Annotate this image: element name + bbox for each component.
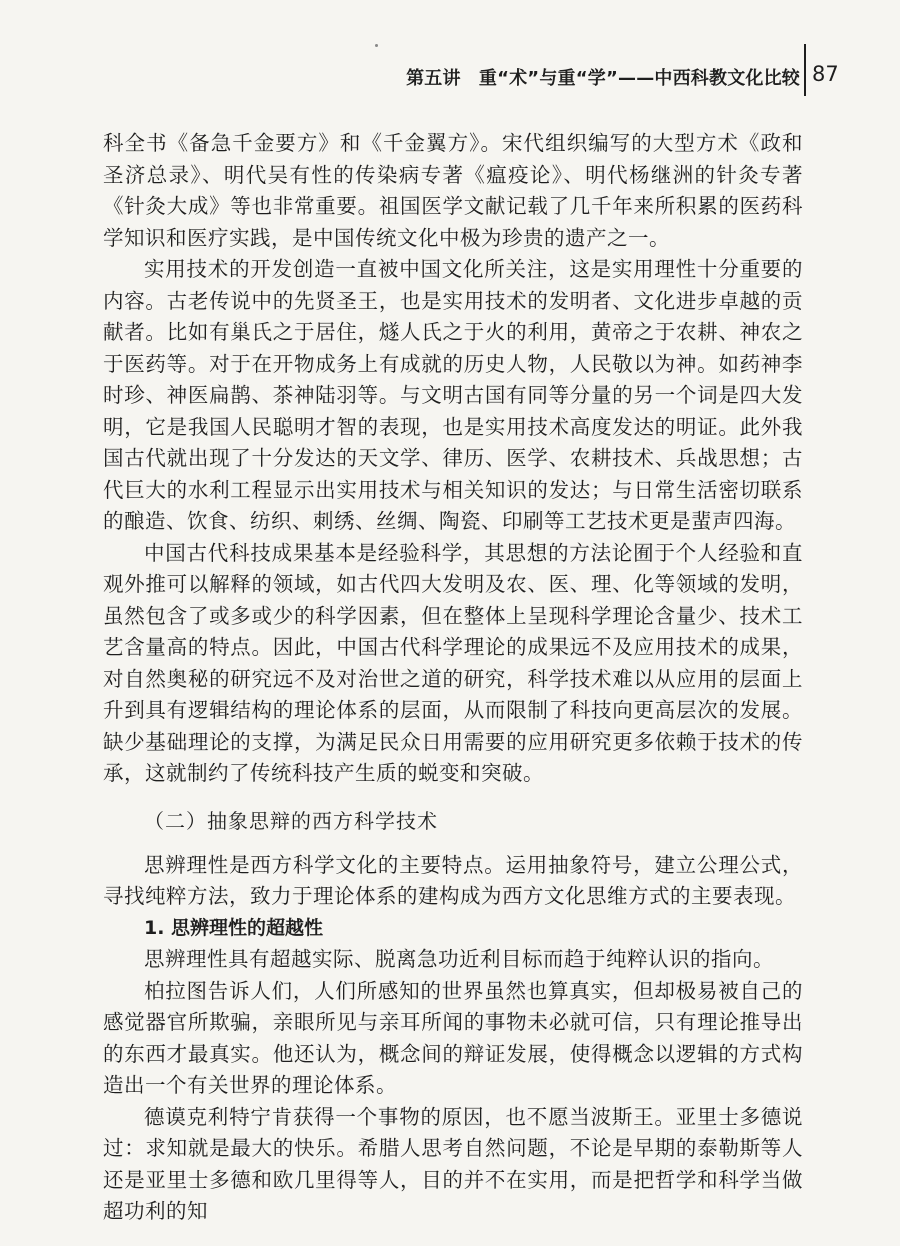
paragraph-practical-technology: 实用技术的开发创造一直被中国文化所关注，这是实用理性十分重要的内容。古老传说中的先贤圣王，也是实用技术的发明者、文化进步卓越的贡献者。比如有巢氏之于居住，燧人氏之于火的利用，黄帝之于农耕、神农之于医药等。对于在开物成务上有成就的历史人物，人民敬以为神。如药神李时珍、神医扁鹊、茶神陆羽等。与文明古国有同等分量的另一个词是四大发明，它是我国人民聪明才智的表现，也是实用技术高度发达的明证。此外我国古代就出现了十分发达的天文学、律历、医学、农耕技术、兵战思想；古代巨大的水利工程显示出实用技术与相关知识的发达；与日常生活密切联系的酿造、饮食、纺织、刺绣、丝绸、陶瓷、印刷等工艺技术更是蜚声四海。 <box>103 257 803 533</box>
page-header <box>0 0 900 100</box>
page-body <box>103 128 803 1228</box>
paragraph-transcendence: 思辨理性具有超越实际、脱离急功近利目标而趋于纯粹认识的指向。 <box>144 947 774 971</box>
running-header-title: 第五讲 重“术”与重“学”——中西科教文化比较 <box>406 68 800 89</box>
paragraph-speculative-rationality: 思辨理性是西方科学文化的主要特点。运用抽象符号，建立公理公式，寻找纯粹方法，致力于理论体系的建构成为西方文化思维方式的主要表现。 <box>103 852 803 908</box>
paragraph-plato: 柏拉图告诉人们，人们所感知的世界虽然也算真实，但却极易被自己的感觉器官所欺骗，亲眼所见与亲耳所闻的事物未必就可信，只有理论推导出的东西才最真实。他还认为，概念间的辩证发展，使得概念以逻辑的方式构造出一个有关世界的理论体系。 <box>103 978 803 1097</box>
subheading: 1. 思辨理性的超越性 <box>144 916 324 939</box>
section-heading: （二）抽象思辩的西方科学技术 <box>144 808 438 833</box>
paragraph-empirical-science: 中国古代科技成果基本是经验科学，其思想的方法论囿于个人经验和直观外推可以解释的领域，如古代四大发明及农、医、理、化等领域的发明，虽然包含了或多或少的科学因素，但在整体上呈现科学理论含量少、技术工艺含量高的特点。因此，中国古代科学理论的成果远不及应用技术的成果，对自然奥秘的研究远不及对治世之道的研究，科学技术难以从应用的层面上升到具有逻辑结构的理论体系的层面，从而限制了科技向更高层次的发展。缺少基础理论的支撑，为满足民众日用需要的应用研究更多依赖于技术的传承，这就制约了传统科技产生质的蜕变和突破。 <box>103 540 803 785</box>
paragraph-democritus: 德谟克利特宁肯获得一个事物的原因，也不愿当波斯王。亚里士多德说过：求知就是最大的快乐。希腊人思考自然问题，不论是早期的泰勒斯等人还是亚里士多德和欧几里得等人，目的并不在实用，而是把哲学和科学当做超功利的知 <box>103 1104 803 1223</box>
paragraph-medical-literature: 科全书《备急千金要方》和《千金翼方》。宋代组织编写的大型方术《政和圣济总录》、明代吴有性的传染病专著《瘟疫论》、明代杨继洲的针灸专著《针灸大成》等也非常重要。祖国医学文献记载了几千年来所积累的医药科学知识和医疗实践，是中国传统文化中极为珍贵的遗产之一。 <box>103 131 803 250</box>
scan-speck <box>375 44 378 47</box>
page-number: 87 <box>812 62 839 86</box>
header-divider <box>804 44 806 96</box>
